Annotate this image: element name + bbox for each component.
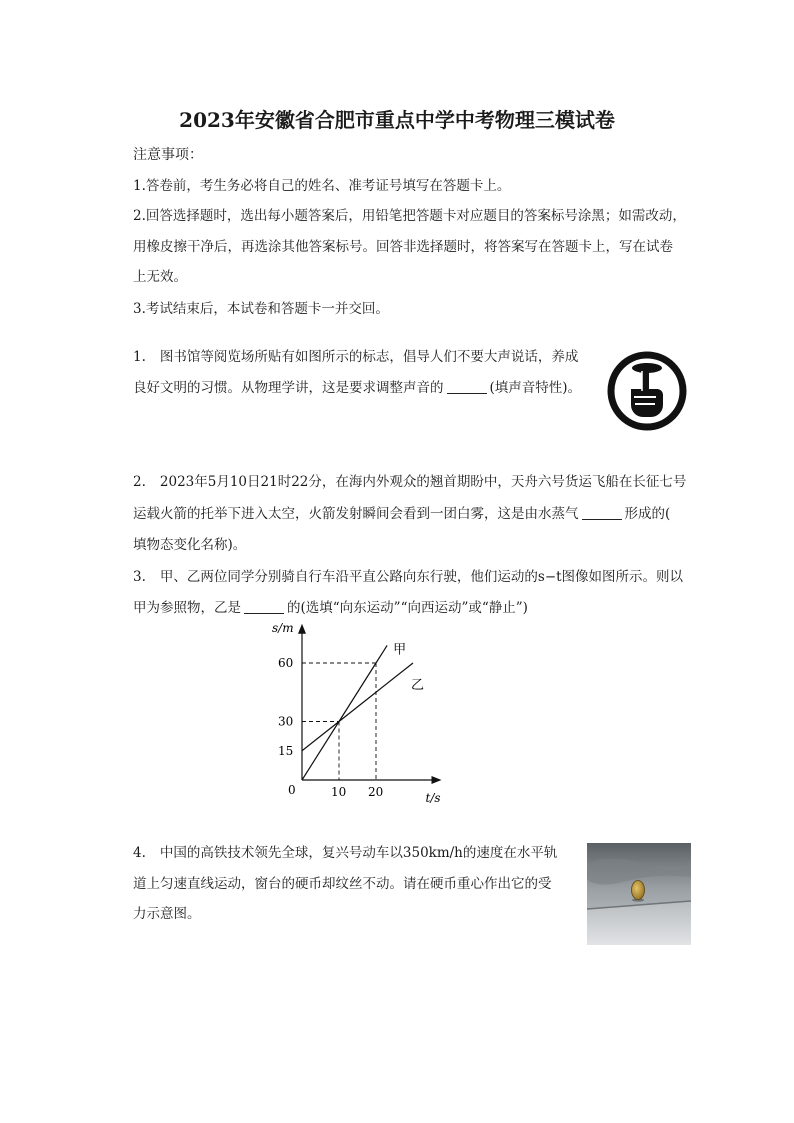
question-3-text-1: 甲、乙两位同学分别骑自行车沿平直公路向东行驶，他们运动的s−t图像如图所示。则以 [159,569,684,585]
question-4-line-3: 力示意图。 [133,906,201,922]
quiet-sign-icon [604,351,690,431]
question-1-text-1: 图书馆等阅览场所贴有如图所示的标志，倡导人们不要大声说话，养成 [159,349,579,365]
question-1-text-2a: 良好文明的习惯。从物理学讲，这是要求调整声音的 [133,380,444,396]
notice-line-5: 3.考试结束后，本试卷和答题卡一并交回。 [133,301,389,317]
question-1-number: 1. [133,349,146,365]
series-line-1 [302,645,387,780]
series-label-1: 甲 [393,642,407,658]
notice-line-2: 2.回答选择题时，选出每小题答案后，用铅笔把答题卡对应题目的答案标号涂黑；如需改动， [133,208,686,224]
question-3-line-1 [133,567,683,587]
question-2-text-1: 2023年5月10日21时22分，在海内外观众的翘首期盼中，天舟六号货运飞船在长征七号 [159,474,687,490]
coin-on-windowsill-photo [587,843,691,945]
page-title: 2023年安徽省合肥市重点中学中考物理三模试卷 [179,108,615,132]
y-tick-15: 15 [278,743,294,758]
question-4-text-1: 中国的高铁技术领先全球，复兴号动车以350km/h的速度在水平轨 [159,845,558,861]
question-2-text-2b: 形成的( [624,506,671,522]
x-axis-label: t/s [425,791,441,805]
s-t-graph [270,620,530,810]
question-3-text-2b: 的(选填“向东运动”“向西运动”或“静止”) [287,600,528,616]
notice-line-4: 上无效。 [133,269,187,285]
notice-line-1: 1.答卷前，考生务必将自己的姓名、准考证号填写在答题卡上。 [133,178,511,194]
y-axis-arrow [298,624,306,634]
question-3-answer-blank[interactable] [244,612,284,614]
notice-line-3: 用橡皮擦干净后，再选涂其他答案标号。回答非选择题时，将答案写在答题卡上，写在试卷 [133,239,673,255]
question-3-text-2a: 甲为参照物，乙是 [133,600,241,616]
question-2-line-2 [133,504,670,524]
question-1-line-1 [133,347,578,367]
question-4-line-1 [133,843,557,863]
question-4-line-2: 道上匀速直线运动，窗台的硬币却纹丝不动。请在硬币重心作出它的受 [133,876,552,892]
question-1-line-2 [133,378,581,398]
series-line-2 [302,663,413,751]
x-tick-20: 20 [368,785,384,799]
notice-heading: 注意事项： [133,147,203,163]
question-1-answer-blank[interactable] [447,392,487,394]
x-axis-arrow [432,776,442,784]
question-2-text-2a: 运载火箭的托举下进入太空，火箭发射瞬间会看到一团白雾，这是由水蒸气 [133,506,579,522]
finger-shape [642,363,649,391]
coin-shape [632,881,645,900]
question-2-line-1 [133,472,686,492]
question-3-line-2 [133,598,528,618]
y-axis-label: s/m [272,620,294,635]
question-2-number: 2. [133,474,146,490]
question-1-text-2b: (填声音特性)。 [489,380,582,396]
question-2-line-3: 填物态变化名称)。 [133,537,247,553]
y-tick-60: 60 [278,656,294,670]
question-3-number: 3. [133,569,146,585]
question-4-number: 4. [133,845,146,861]
origin-label: 0 [288,783,296,797]
y-tick-30: 30 [278,714,294,729]
x-tick-10: 10 [331,785,347,799]
question-2-answer-blank[interactable] [582,518,622,520]
series-label-2: 乙 [411,678,425,693]
